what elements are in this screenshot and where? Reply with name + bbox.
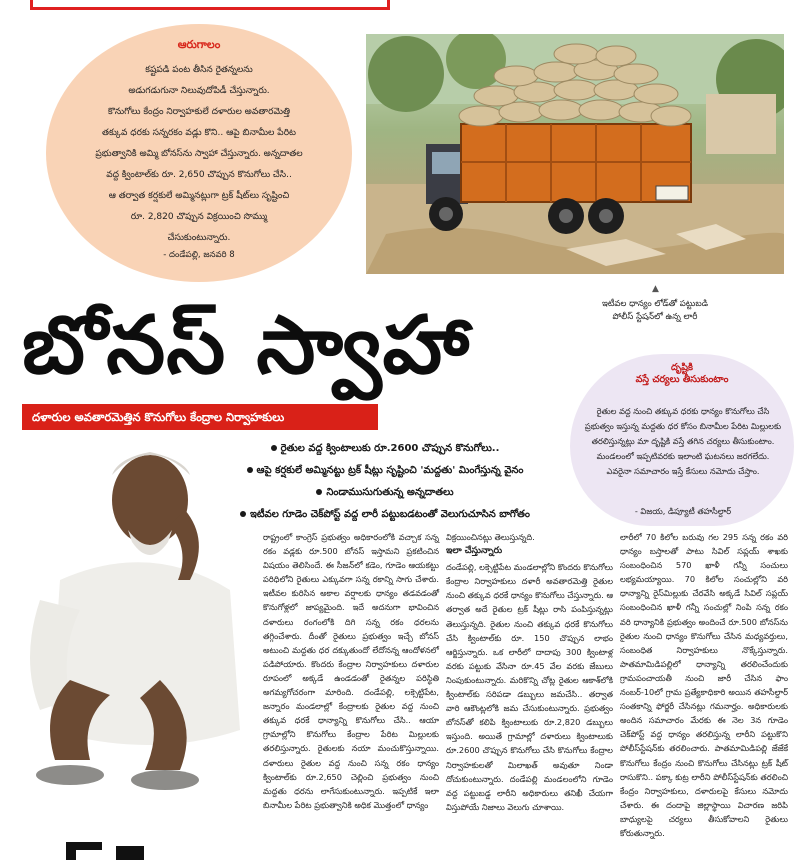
article-column-1: రాష్ట్రంలో కాంగ్రెస్ ప్రభుత్వం అధికారంలోకి వచ్చాక సన్న రకం వడ్లకు రూ.500 బోనస్ ఇస్తామని ప్రకటించిన విషయం తెలిసిందే. ఈ సీజన్‌లో కడెం, గూడెం ఆయకట్టు పరిధిలోని రైతులు ఎక్కువగా సన్న రకాన్ని సాగు చేశారు. ఇటీవల కురిసిన అకాల వర్షాలకు ధాన్యం తడవడంతో కొనుగోళ్లలో జాప్యమైంది. ఇదే అదనుగా భావించిన దళారులు రంగంలోకి దిగి సన్న రకం ధరలను తగ్గించేశారు. దీంతో రైతులు ప్రభుత్వం ఇచ్చే బోనస్ అటుంచి మద్దతు ధర దక్కుతుందో లేదోనన్న ఆందోళనలో పడిపోయారు. కొందరు కేంద్రాల నిర్వాహకులు దళారుల రూపంలో అక్కడే ఉండడంతో రైతన్నల పరిస్థితి అగమ్యగోచరంగా మారింది. దండేపల్లి, లక్సెట్టిపేట, జన్నారం మండలాల్లో కేంద్రాలకు రైతుల వద్ద నుంచి తక్కువ ధరకే ధాన్యాన్ని కొనుగోలు చేసి.. ఆయా గ్రామాల్లోని కొనుగోలు కేంద్రాల పేరిట మిల్లులకు తరలిస్తున్నారు. రైతులకు నయా మంచుకొస్తున్నాయి. దళారులు రైతుల వద్ద నుంచి సన్న రకం ధాన్యం క్వింటాల్‌కు రూ.2,650 చెల్లించి ప్రభుత్వం నుంచి మద్దతు ధరను లాగేసుకుంటున్నారు. ఇప్పటికే ఇలా బినామీల పేరిట ప్రభుత్వానికి అధిక మొత్తంలో ధాన్యం <box>263 532 439 810</box>
intro-text-block <box>58 38 340 262</box>
bullet-dot-icon <box>271 445 277 451</box>
sub-headline-banner: దళారుల అవతారమెత్తిన కొనుగోలు కేంద్రాల నిర్వాహకులు <box>22 404 378 430</box>
intro-line: చేసుకుంటున్నారు. <box>167 233 231 243</box>
previous-story-border <box>30 0 390 10</box>
official-quote-title-top: దృష్టికి <box>671 362 693 373</box>
truck-photo-caption: ఇటీవల ధాన్యం లోడ్‌తో పట్టుబడి పోలీస్ స్టేషన్‌లో ఉన్న లారీ <box>601 299 709 322</box>
intro-line: వద్ద క్వింటాల్‌కు రూ. 2,650 చొప్పున కొనుగోలు చేసి.. <box>106 170 292 180</box>
highlight-bullet <box>200 438 570 460</box>
article-subheading: ఇలా చేస్తున్నారు <box>446 546 503 557</box>
intro-line: రూ. 2,820 చొప్పున విక్రయించి సొమ్ము <box>130 212 268 222</box>
intro-line: ప్రభుత్వానికి అమ్మి బోనస్‌ను స్వాహా చేస్తున్నారు. అన్నదాతల <box>95 149 303 159</box>
truck-photo <box>366 34 784 274</box>
bullet-text: రైతుల వద్ద క్వింటాలుకు రూ.2600 చొప్పున కొనుగోలు.. <box>280 443 500 454</box>
intro-line: కష్టపడి పంట తీసిన రైతన్నలను <box>145 65 253 75</box>
bullet-text: ఇటీవల గూడెం చెక్‌పోస్ట్ వద్ద లారీ పట్టుబడటంతో వెలుగుచూసిన బాగోతం <box>250 509 530 520</box>
article-column-2 <box>446 530 613 814</box>
farmer-illustration <box>0 430 250 810</box>
intro-line: కొనుగోలు కేంద్రం నిర్వాహకులే దళారుల అవతారమెత్తి <box>107 107 291 117</box>
intro-line: అడుగడుగునా నిలువుదోపిడీ చేస్తున్నారు. <box>128 86 270 96</box>
intro-dateline: - దండేపల్లి, జనవరి 8 <box>163 250 235 260</box>
next-story-fragment <box>60 836 150 860</box>
bullet-dot-icon <box>316 489 322 495</box>
intro-title: ఆరుగాలం <box>177 38 221 51</box>
article-column-2-intro: విక్రయించినట్లు తెలుస్తున్నది. <box>446 532 535 542</box>
official-quote-body: రైతుల వద్ద నుంచి తక్కువ ధరకు ధాన్యం కొనుగోలు చేసి ప్రభుత్వం ఇస్తున్న మద్దతు ధర కోసం బినామీల పేరిట మిల్లులకు తరలిస్తున్నట్లు మా దృష్టికి వస్తే తగిన చర్యలు తీసుకుంటాం. మండలంలో ఇప్పటివరకు ఇలాంటి ఘటనలు జరగలేదు. ఎవరైనా సమాచారం ఇస్తే కేసులు నమోదు చేస్తాం. <box>584 406 782 476</box>
intro-line: ఆ తర్వాత కర్షకులే అమ్మినట్లుగా ట్రక్ షీట్‌లు సృష్టించి <box>108 191 290 201</box>
bullet-text: ఆపై కర్షకులే అమ్మినట్టు ట్రక్ షీట్లు సృష్టించి 'మద్దతు' మింగేస్తున్న వైనం <box>256 465 524 476</box>
truck-illustration <box>366 34 784 274</box>
article-column-3: లారీలో 70 కిలోల బరువు గల 295 సన్న రకం వరి ధాన్యం బస్తాలతో పాటు సివిల్ సప్లయ్ శాఖకు సంబంధించిన 570 ఖాళీ గన్నీ సంచులు లభ్యమయ్యాయి. 70 కిలోల సంచుల్లోని వరి ధాన్యాన్ని రైస్‌మిల్లుకు చేరవేసి అక్కడే సివిల్ సప్లయ్ సంబంధించిన ఖాళీ గన్నీ సంచుల్లో నింపి సన్న రకం వరి ధాన్యానికి ప్రభుత్వం అందించే రూ.500 బోనస్‌ను రైతుల నుంచి ధాన్యం కొనుగోలు చేసిన మధ్యవర్తులు, సంబంధిత నిర్వాహకులు నొక్కేస్తున్నారు. పాతమామిడిపల్లిలో ధాన్యాన్ని తరలించేందుకు గ్రామపంచాయతీ నుంచి జారీ చేసిన ఫాం నంబర్-10లో గ్రామ ప్రత్యేకాధికారి అయిన తహసీల్దార్ సంతకాన్ని ఫోర్జరీ చేసినట్లు గమనార్హం. అధికారులకు అందిన సమాచారం మేరకు ఈ నెల 3న గూడెం చెక్‌పోస్ట్ వద్ద ధాన్యం తరలిస్తున్న లారీని పట్టుకొని పోలీస్‌స్టేషన్‌కు తరలించారు. పాతమామిడిపల్లి జేజేకే కొనుగోలు కేంద్రం నుంచి కొనుగోలు చేసినట్లు ట్రక్ షీట్ రాసుకొని.. పక్కా కుట్ర లారీని పోలీస్‌స్టేషన్‌కు తరలించి కేంద్రం నిర్వాహకులు, దళారులపై కేసులు నమోదు చేశారు. ఈ దందాపై జిల్లాస్థాయి విచారణ జరిపి బాధ్యులపై చర్యలు తీసుకోవాలని రైతులు కోరుతున్నారు. <box>620 532 788 838</box>
intro-body <box>58 60 340 249</box>
highlight-bullets <box>200 438 570 526</box>
intro-line: తక్కువ ధరకు సన్నరకం వడ్లు కొని.. ఆపై బినామీల పేరిట <box>102 128 296 138</box>
bullet-text: నిండాముసుగుతున్న అన్నదాతలు <box>326 487 454 498</box>
official-quote-title: వస్తే చర్యలు తీసుకుంటాం <box>635 374 729 385</box>
page-top-strip <box>0 0 800 18</box>
highlight-bullet <box>200 482 570 504</box>
highlight-bullet <box>200 504 570 526</box>
next-story-glyph <box>60 836 150 860</box>
page-headline: బోనస్ స్వాహా <box>22 298 471 392</box>
highlight-bullet <box>200 460 570 482</box>
caption-pointer-icon: ▲ <box>652 284 659 294</box>
farmer-photo <box>0 430 250 810</box>
article-column-2-body: దండేపల్లి, లక్సెట్టిపేట మండలాల్లోని కొందరు కొనుగోలు కేంద్రాల నిర్వాహకులు దళారీ అవతారమెత్తి రైతుల నుంచి తక్కువ ధరకే ధాన్యం కొనుగోలు చేస్తున్నారు. ఆ తర్వాత అదే రైతుల ట్రక్ షీట్లు రాసి పంపిస్తున్నట్లు తెలుస్తున్నది. రైతుల నుంచి తక్కువ ధరకే కొనుగోలు చేసి క్వింటాల్‌కు రూ. 150 చొప్పున లాభం ఆర్జిస్తున్నారు. ఒక లారీలో దాదాపు 300 క్వింటాళ్ల వరకు పట్టుకు వేసినా రూ.45 వేల వరకు జేబులు నింపుకుంటున్నారు. మరికొన్ని చోట్ల రైతుల ఆకాశ్‌లోకి క్వింటాల్‌కు సరిపడా డబ్బులు జమచేసి.. తర్వాత వారి ఆకౌంట్లలోకి జమ చేసుకుంటున్నారు. ప్రభుత్వం బోనస్‌తో కలిపి క్వింటాలుకు రూ.2,820 డబ్బులు ఇస్తుంది. అయితే గ్రామాల్లో దళారులు క్వింటాలుకు రూ.2600 చొప్పున కొనుగోలు చేసి కొనుగోలు కేంద్రాల నిర్వాహకులతో మిలాఖత్ అవుతూ నిండా దోచుకుంటున్నారు. దండేపల్లి మండలంలోని గూడెం వద్ద పట్టుబడ్డ లారీని అధికారులు తనిఖీ చేయగా విస్తుపోయే నిజాలు వెలుగు చూశాయి. <box>446 562 613 812</box>
official-quote-dateline: - విజయ, డిప్యూటీ తహసీల్దార్ <box>634 506 732 516</box>
